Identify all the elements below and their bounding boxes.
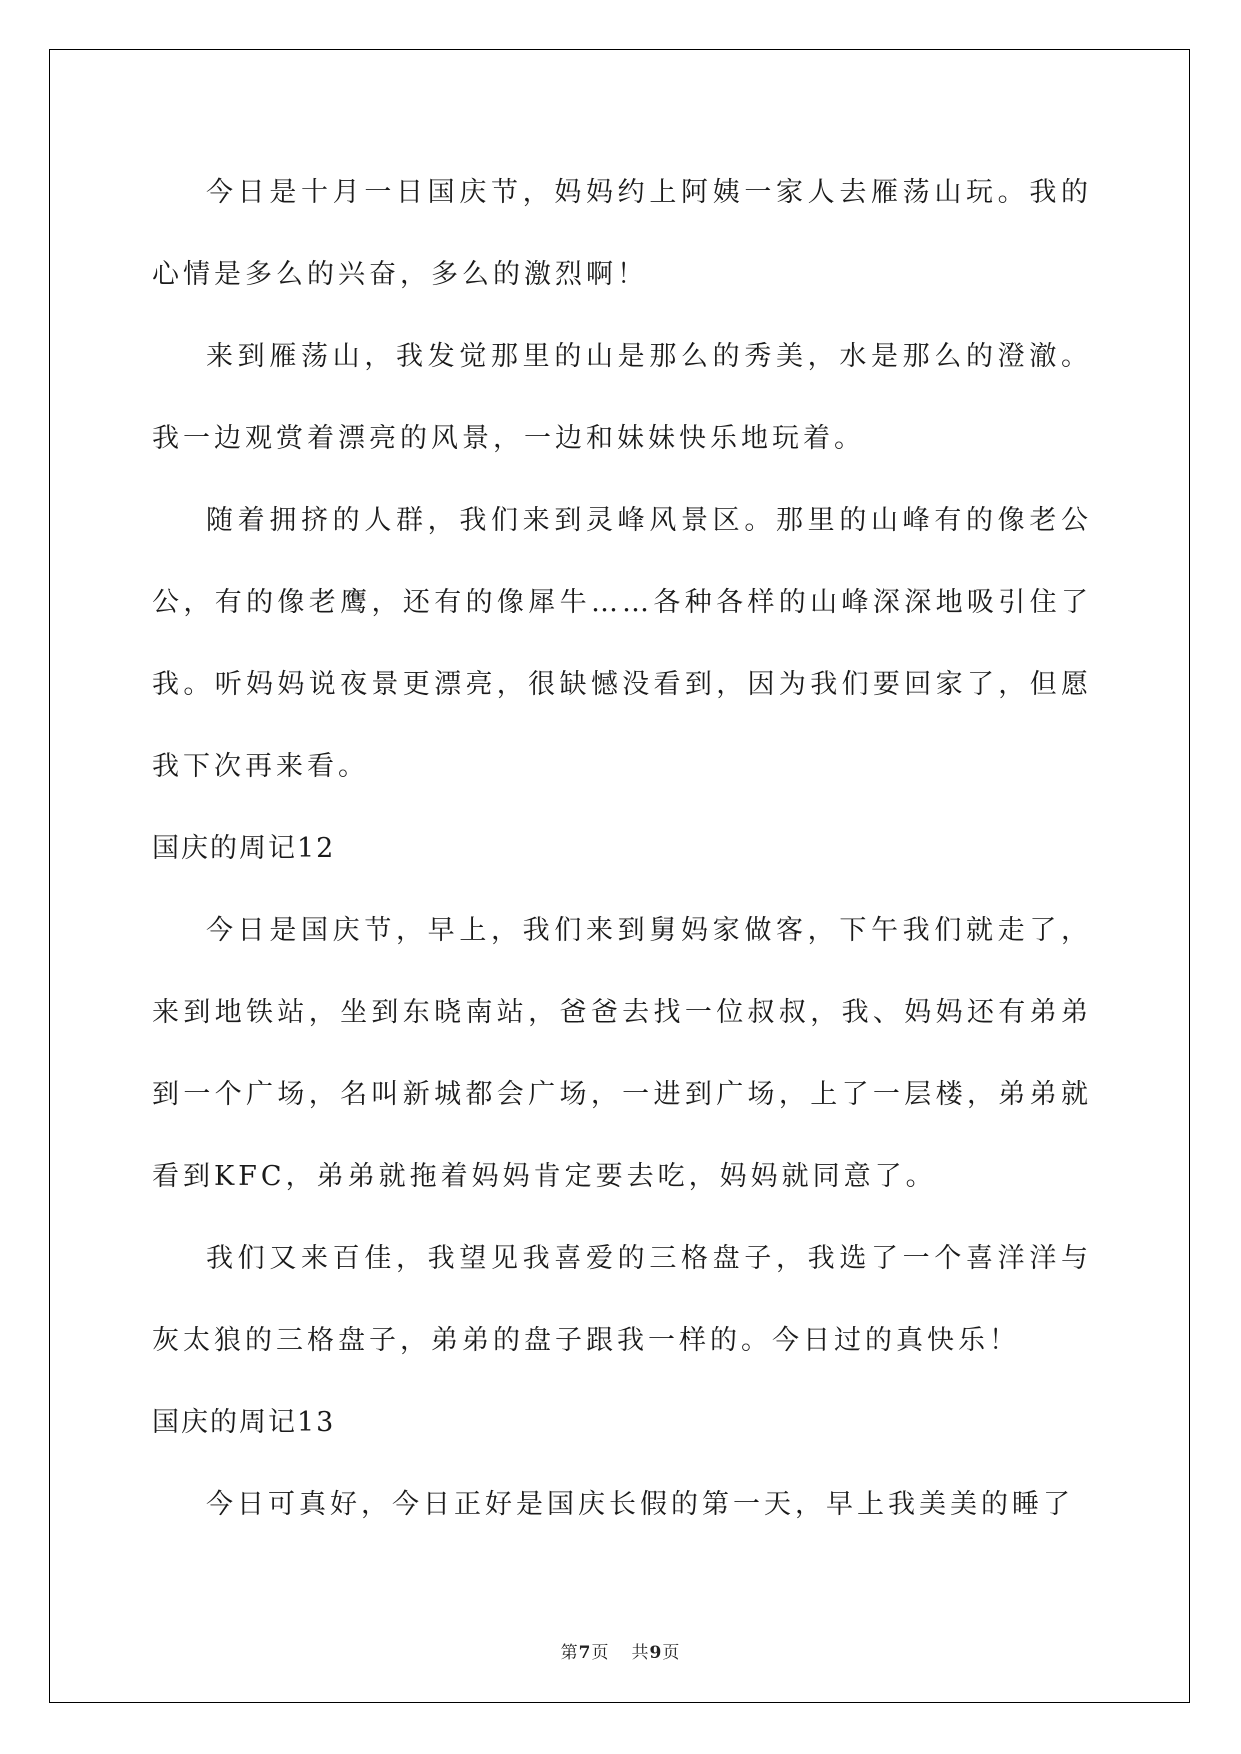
page-suffix: 页 (591, 1643, 610, 1663)
paragraph: 来到雁荡山，我发觉那里的山是那么的秀美，水是那么的澄澈。我一边观赏着漂亮的风景，一边和妹妹快乐地玩着。 (152, 341, 1092, 454)
total-prefix: 共 (631, 1643, 650, 1663)
page-number: 7 (578, 1643, 592, 1663)
paragraph: 今日是十月一日国庆节，妈妈约上阿姨一家人去雁荡山玩。我的心情是多么的兴奋，多么的激烈啊！ (152, 177, 1092, 290)
page-total: 9 (649, 1643, 663, 1663)
page-footer (0, 1638, 1241, 1663)
document-body (152, 152, 1092, 1546)
section-heading: 国庆的周记12 (152, 833, 336, 864)
section-heading: 国庆的周记13 (152, 1407, 336, 1438)
page-prefix: 第 (560, 1643, 579, 1663)
paragraph: 随着拥挤的人群，我们来到灵峰风景区。那里的山峰有的像老公公，有的像老鹰，还有的像犀牛……各种各样的山峰深深地吸引住了我。听妈妈说夜景更漂亮，很缺憾没看到，因为我们要回家了，但愿我下次再来看。 (152, 505, 1092, 782)
paragraph: 今日是国庆节，早上，我们来到舅妈家做客，下午我们就走了，来到地铁站，坐到东晓南站，爸爸去找一位叔叔，我、妈妈还有弟弟到一个广场，名叫新城都会广场，一进到广场，上了一层楼，弟弟就看到KFC，弟弟就拖着妈妈肯定要去吃，妈妈就同意了。 (152, 915, 1092, 1192)
paragraph: 今日可真好，今日正好是国庆长假的第一天，早上我美美的睡了 (206, 1489, 1074, 1520)
total-suffix: 页 (662, 1643, 681, 1663)
paragraph: 我们又来百佳，我望见我喜爱的三格盘子，我选了一个喜洋洋与灰太狼的三格盘子，弟弟的盘子跟我一样的。今日过的真快乐！ (152, 1243, 1092, 1356)
